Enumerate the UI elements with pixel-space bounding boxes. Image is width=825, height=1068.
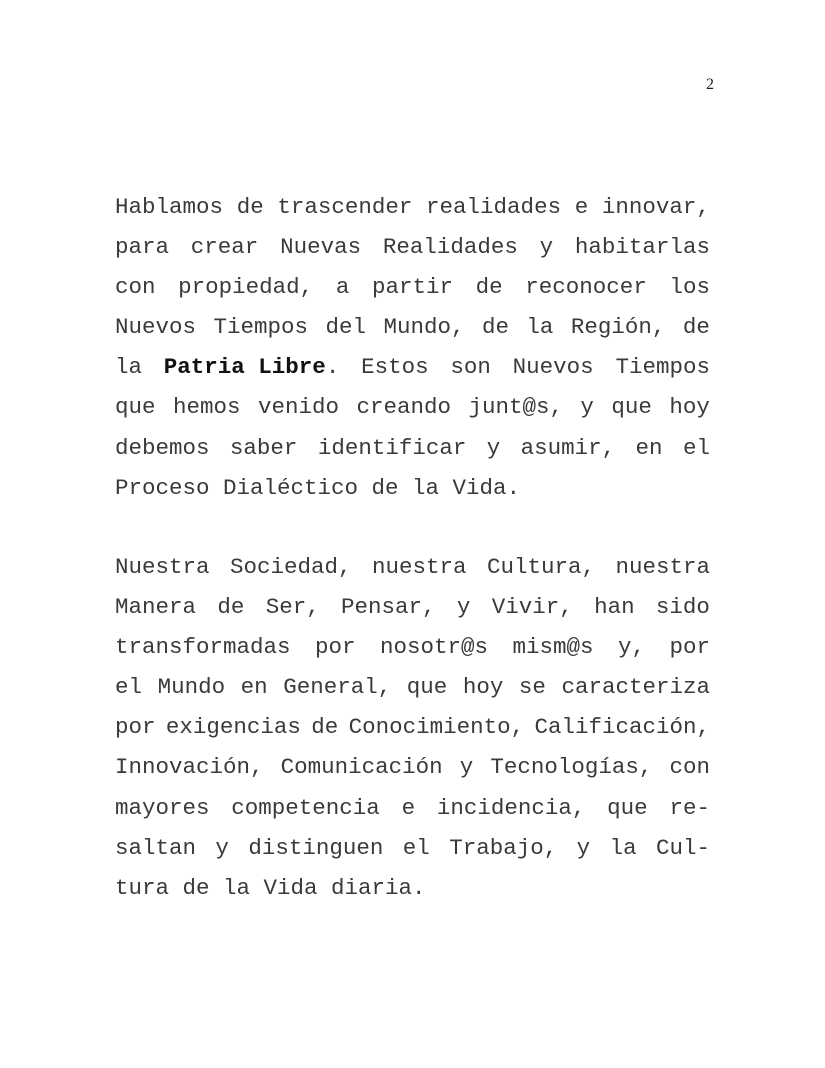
word: han: [594, 594, 635, 621]
word: y: [459, 754, 474, 781]
word: Nuevos: [115, 314, 197, 341]
text-line: [115, 547, 710, 587]
word: distinguen: [248, 834, 384, 861]
word: Región,: [570, 314, 666, 341]
word: con: [115, 274, 156, 301]
word: que: [406, 674, 448, 701]
word: Cul-: [655, 834, 710, 861]
word: Ser,: [265, 594, 320, 621]
word: trascender: [277, 194, 413, 220]
word: debemos: [115, 434, 210, 461]
word: de: [682, 314, 710, 341]
word: Calificación,: [534, 714, 710, 741]
word: Cultura,: [486, 554, 595, 580]
word: y: [580, 394, 594, 421]
word: incidencia,: [436, 794, 586, 821]
word: el: [115, 674, 143, 701]
paragraph-2: [115, 547, 710, 908]
word: mism@s: [512, 634, 594, 661]
paragraph-1: [115, 187, 710, 508]
text-line: [115, 868, 710, 908]
word: e: [401, 794, 416, 821]
word: Estos: [361, 354, 429, 381]
word: Realidades: [382, 234, 518, 261]
word: el: [402, 834, 430, 861]
word: identificar: [317, 434, 467, 461]
page-number: 2: [706, 76, 714, 93]
word: son: [450, 354, 491, 381]
word: de: [311, 714, 339, 741]
word: Nuestra: [115, 554, 210, 580]
word: con: [669, 754, 710, 781]
word: exigencias: [165, 714, 301, 741]
word: partir: [371, 274, 453, 301]
text-line: [115, 707, 710, 747]
word: de: [475, 274, 503, 301]
text-line: [115, 387, 710, 427]
text-line: [115, 187, 710, 227]
word: para: [115, 234, 170, 261]
word: re-: [669, 794, 710, 821]
word: Pensar,: [341, 594, 436, 621]
text-line: [115, 828, 710, 868]
word: que: [611, 394, 652, 421]
word: hoy: [462, 674, 504, 701]
emphasis-text: Patria Libre: [163, 354, 326, 381]
word: competencia: [231, 794, 380, 821]
word: Tecnologías,: [490, 754, 653, 781]
word: del: [325, 314, 366, 341]
word: de: [236, 194, 264, 220]
word: y: [576, 834, 591, 861]
word: Conocimiento,: [348, 714, 525, 741]
word: Tiempos: [213, 314, 308, 341]
word: el: [682, 434, 710, 461]
word: innovar,: [601, 194, 710, 220]
word: Mundo: [157, 674, 226, 701]
text-line: [115, 307, 710, 347]
word: la: [526, 314, 554, 341]
word: General,: [283, 674, 392, 701]
word: por: [315, 634, 356, 661]
word: creando: [356, 394, 451, 421]
word: Mundo,: [383, 314, 465, 341]
word: asumir,: [520, 434, 616, 461]
word: Vivir,: [491, 594, 573, 621]
word: realidades: [426, 194, 562, 220]
word: los: [669, 274, 710, 301]
word: la: [609, 834, 637, 861]
word: y,: [617, 634, 645, 661]
word: hemos: [172, 394, 241, 421]
word: junt@s,: [468, 394, 563, 421]
word: Trabajo,: [449, 834, 558, 861]
text-line: [115, 428, 710, 468]
word: a: [335, 274, 350, 301]
word: en: [635, 434, 663, 461]
word: caracteriza: [561, 674, 710, 701]
word: hoy: [669, 394, 710, 421]
text-line: [115, 587, 710, 627]
word: mayores: [115, 794, 210, 821]
word: por: [669, 634, 710, 661]
word: nuestra: [615, 554, 710, 580]
word: se: [518, 674, 546, 701]
word: por: [115, 714, 156, 741]
text-line: [115, 627, 710, 667]
word: crear: [190, 234, 259, 261]
word: sido: [655, 594, 710, 621]
word: la: [115, 354, 143, 381]
word: transformadas: [115, 634, 291, 661]
text-line: [115, 667, 710, 707]
word: y: [486, 434, 501, 461]
word: nuestra: [371, 554, 467, 580]
word: Manera: [115, 594, 197, 621]
word: nosotr@s: [379, 634, 489, 661]
word: habitarlas: [574, 234, 710, 261]
word: Hablamos: [115, 194, 224, 220]
word: Nuevos: [512, 354, 594, 381]
word: Patria Libre.: [163, 354, 340, 381]
word: y: [539, 234, 554, 261]
word: propiedad,: [178, 274, 314, 301]
text-line: [115, 227, 710, 267]
word: saber: [229, 434, 298, 461]
word: de: [217, 594, 245, 621]
word: tura de la Vida diaria.: [115, 874, 426, 901]
word: Nuevas: [280, 234, 362, 261]
word: de: [481, 314, 509, 341]
word: que: [607, 794, 648, 821]
word: Comunicación: [280, 754, 443, 781]
text-line: [115, 267, 710, 307]
word: Innovación,: [115, 754, 264, 781]
text-line: [115, 468, 710, 508]
text-line: [115, 747, 710, 787]
word: saltan: [115, 834, 197, 861]
word: Tiempos: [615, 354, 710, 381]
word: e: [574, 194, 589, 220]
word: reconocer: [525, 274, 647, 301]
text-line: [115, 788, 710, 828]
word: y: [456, 594, 471, 621]
text-line: [115, 347, 710, 387]
word: Sociedad,: [229, 554, 352, 580]
word: que: [115, 394, 156, 421]
word: venido: [257, 394, 339, 421]
word: y: [215, 834, 229, 861]
word: en: [240, 674, 268, 701]
word: Proceso Dialéctico de la Vida.: [115, 474, 521, 501]
